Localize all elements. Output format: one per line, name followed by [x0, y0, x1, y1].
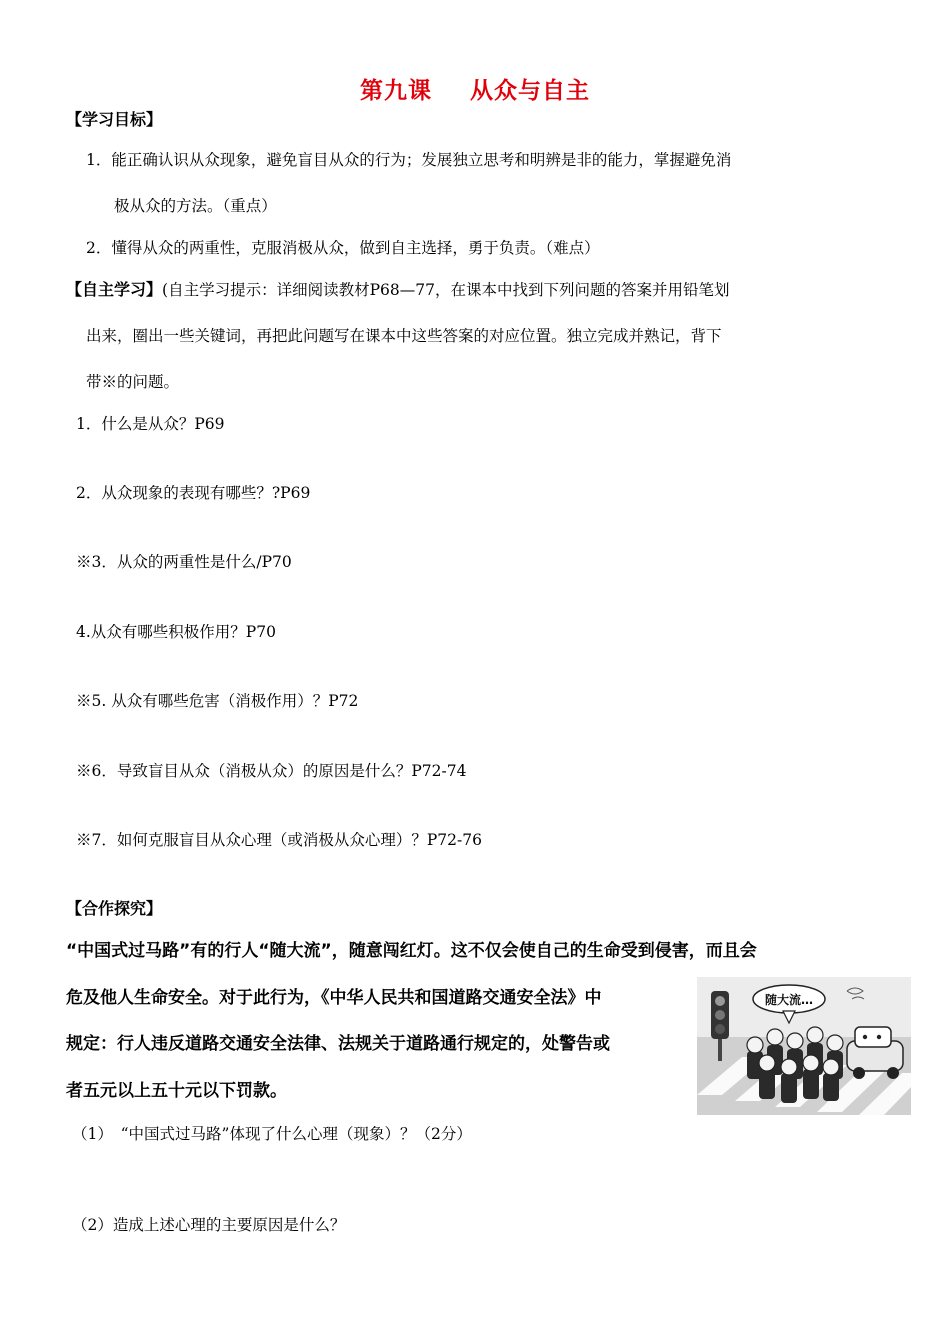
- self-study-heading: 【自主学习】: [66, 280, 163, 299]
- case-text-line-3: 规定：行人违反道路交通安全法律、法规关于道路通行规定的，处警告或: [66, 1034, 610, 1054]
- page-title: [0, 72, 950, 105]
- case-text-line-1: “中国式过马路”有的行人“随大流”，随意闯红灯。这不仅会使自己的生命受到侵害，而且会: [66, 941, 757, 961]
- cooperation-heading: 【合作探究】: [66, 899, 163, 918]
- question-7: ※7．如何克服盲目从众心理（或消极从众心理）？P72-76: [76, 831, 482, 849]
- exercise-question-2: （2）造成上述心理的主要原因是什么？: [72, 1216, 346, 1234]
- objective-1-line-1: 1．能正确认识从众现象，避免盲目从众的行为；发展独立思考和明辨是非的能力，掌握避免消: [86, 151, 732, 169]
- question-4: 4.从众有哪些积极作用？P70: [76, 623, 276, 641]
- self-study-line-1: [66, 277, 729, 300]
- objectives-heading: 【学习目标】: [66, 110, 163, 129]
- objective-2: 2．懂得从众的两重性，克服消极从众，做到自主选择，勇于负责。（难点）: [86, 239, 600, 257]
- case-text-line-4: 者五元以上五十元以下罚款。: [66, 1081, 287, 1101]
- lesson-topic: 从众与自主: [470, 78, 590, 104]
- exercise-question-1: （1） “中国式过马路”体现了什么心理（现象）？（2分）: [72, 1125, 472, 1143]
- case-text-line-2: 危及他人生命安全。对于此行为，《中华人民共和国道路交通安全法》中: [66, 988, 602, 1008]
- self-study-hint-2: 出来，圈出一些关键词，再把此问题写在课本中这些答案的对应位置。独立完成并熟记，背下: [86, 327, 722, 345]
- objective-1-line-2: 极从众的方法。（重点）: [114, 197, 277, 215]
- question-5: ※5. 从众有哪些危害（消极作用）？P72: [76, 692, 359, 710]
- question-1: 1．什么是从众？P69: [76, 415, 225, 433]
- self-study-hint-3: 带※的问题。: [86, 373, 180, 391]
- question-6: ※6．导致盲目从众（消极从众）的原因是什么？P72-74: [76, 762, 467, 780]
- jaywalking-cartoon-illustration: [697, 977, 911, 1115]
- question-2: 2．从众现象的表现有哪些？?P69: [76, 484, 311, 502]
- speech-bubble-text: 随大流…: [764, 993, 814, 1007]
- question-3: ※3．从众的两重性是什么/P70: [76, 553, 292, 571]
- self-study-hint-1: (自主学习提示：详细阅读教材P68—77，在课本中找到下列问题的答案并用铅笔划: [162, 281, 730, 299]
- lesson-number: 第九课: [360, 78, 432, 104]
